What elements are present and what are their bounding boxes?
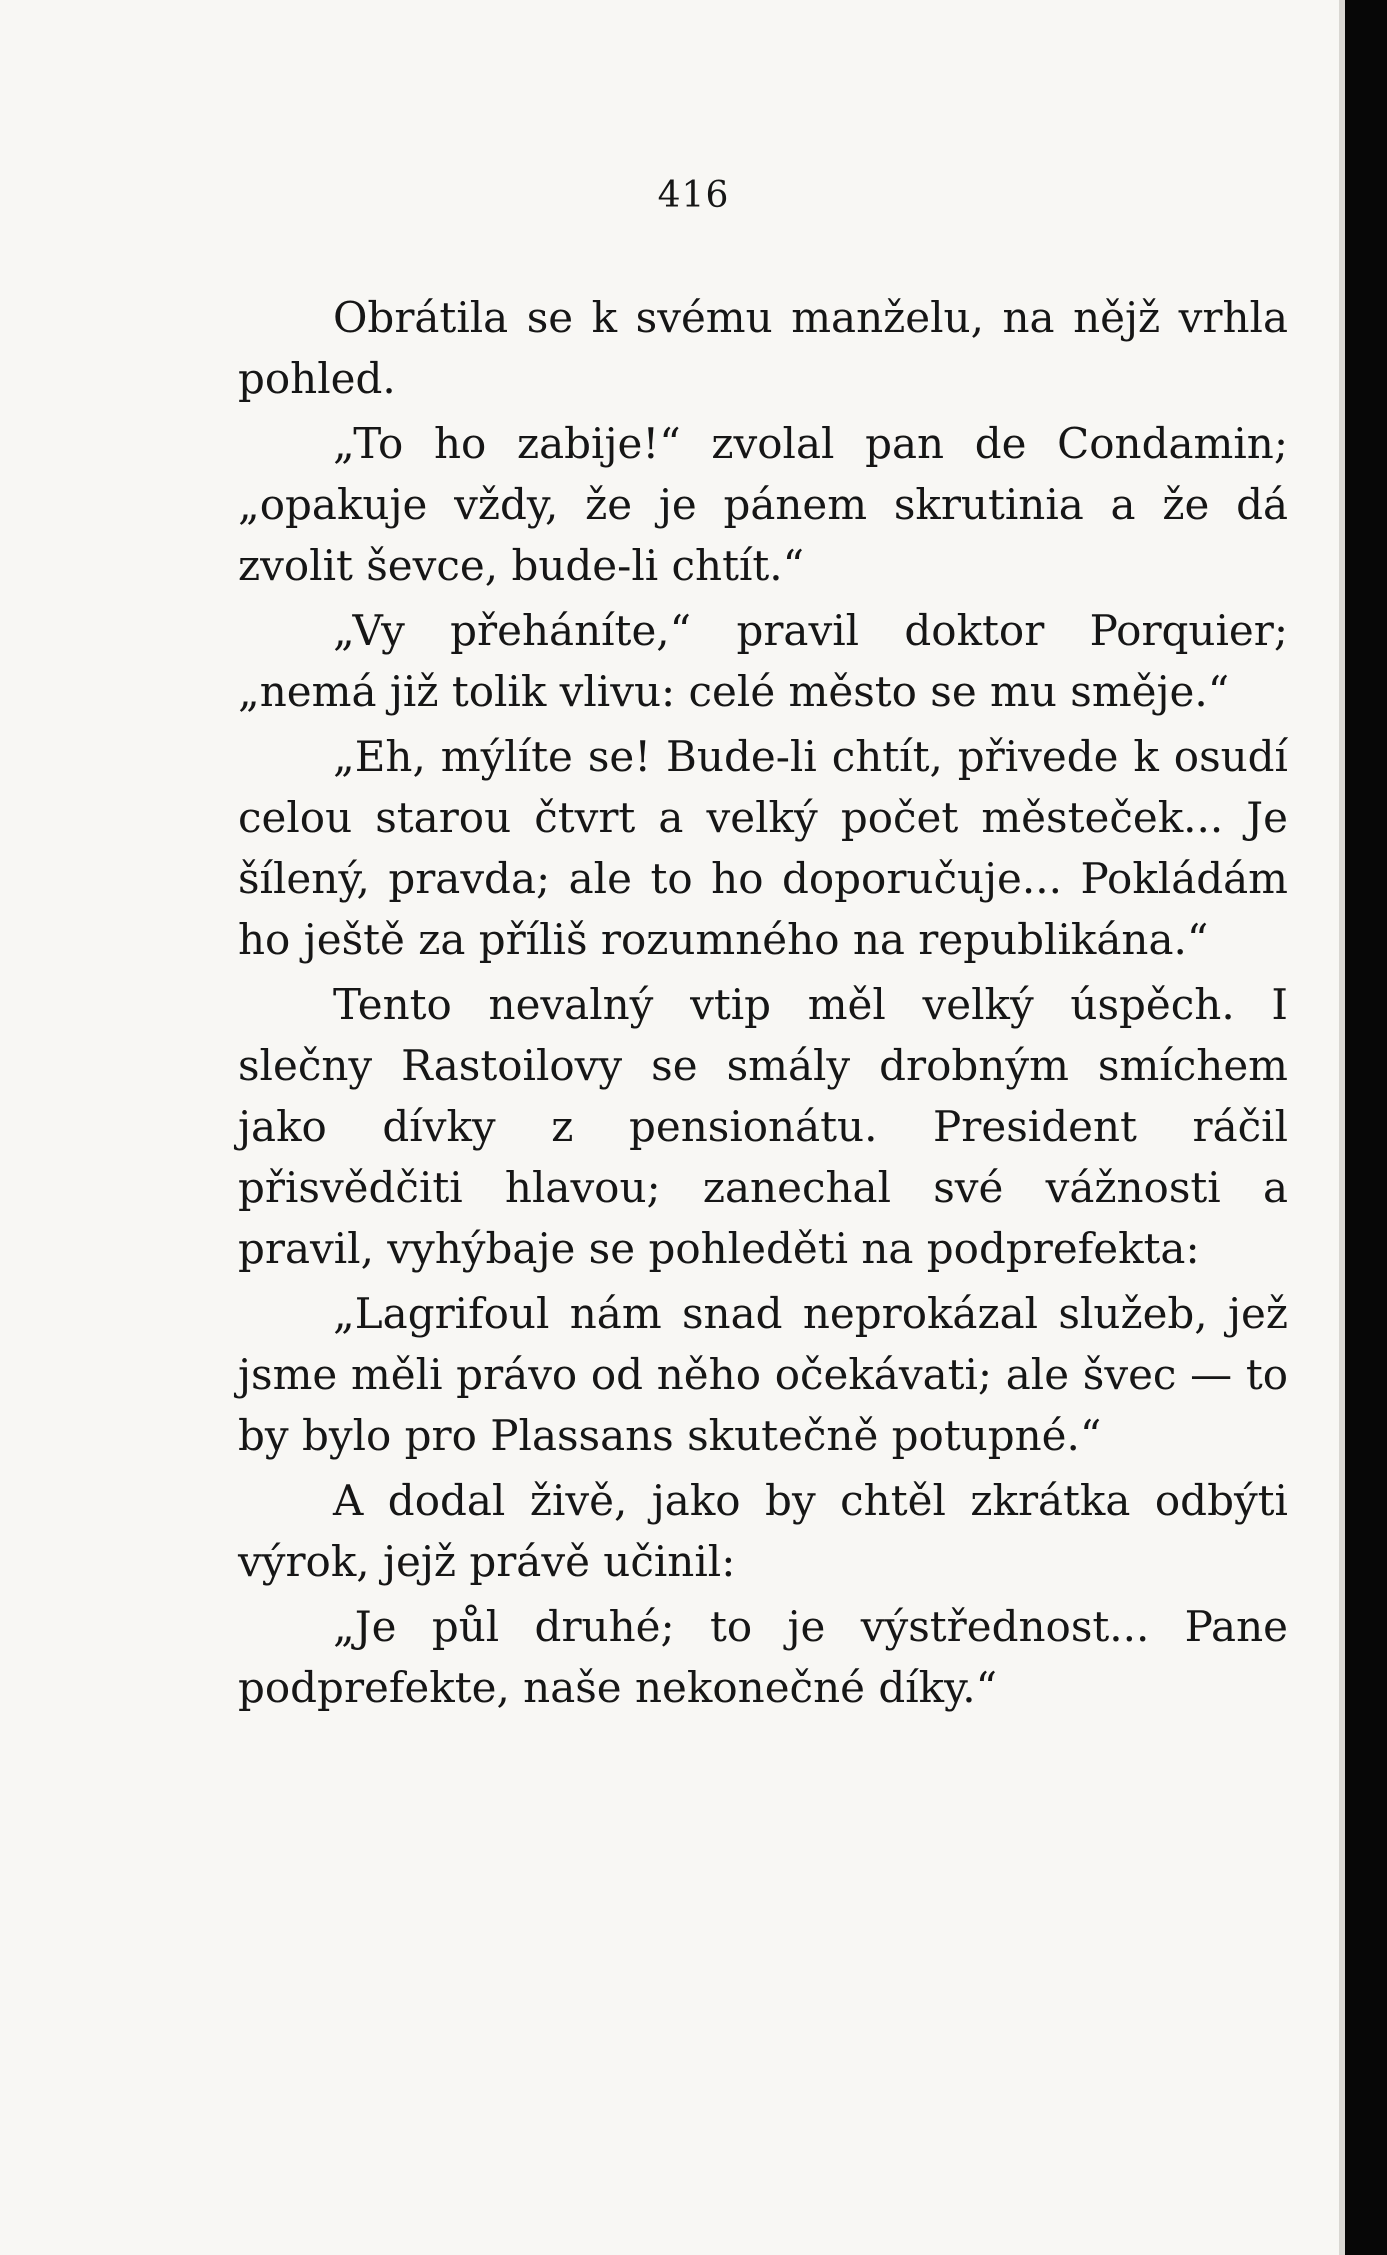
page-number: 416 <box>657 175 730 216</box>
page-text <box>238 287 1288 1718</box>
scan-border <box>1345 0 1387 2255</box>
paragraph: Tento nevalný vtip měl velký úspěch. I slečny Rastoilovy se smály drobným smíchem jako dívky z pensionátu. President ráčil přisvědčiti hlavou; zanechal své vážnosti a pravil, vyhýbaje se pohleděti na podprefekta: <box>238 980 1288 1273</box>
paragraph: „Eh, mýlíte se! Bude-li chtít, přivede k osudí celou starou čtvrt a velký počet městeček... Je šílený, pravda; ale to ho doporučuje... Pokládám ho ještě za příliš rozumného na republikána.“ <box>238 732 1288 964</box>
paragraph: Obrátila se k svému manželu, na nějž vrhla pohled. <box>238 293 1288 403</box>
paragraph: „Vy přeháníte,“ pravil doktor Porquier; „nemá již tolik vlivu: celé město se mu směje.“ <box>238 606 1288 716</box>
paragraph: „Je půl druhé; to je výstřednost... Pane podprefekte, naše nekonečné díky.“ <box>238 1602 1288 1712</box>
paragraph: A dodal živě, jako by chtěl zkrátka odbýti výrok, jejž právě učinil: <box>238 1476 1288 1586</box>
paragraph: „To ho zabije!“ zvolal pan de Condamin; „opakuje vždy, že je pánem skrutinia a že dá zvolit ševce, bude-li chtít.“ <box>238 419 1288 590</box>
paragraph: „Lagrifoul nám snad neprokázal služeb, jež jsme měli právo od něho očekávati; ale švec — to by bylo pro Plassans skutečně potupné.“ <box>238 1289 1288 1460</box>
